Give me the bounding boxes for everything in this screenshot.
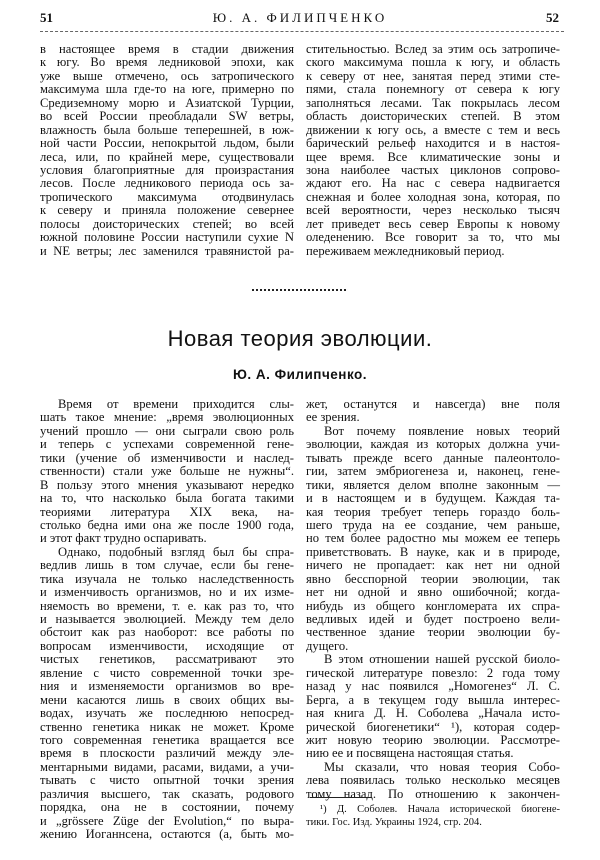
- paragraph: [306, 803, 560, 830]
- paragraph: [40, 546, 294, 842]
- paragraph: [306, 398, 560, 425]
- text-line: влажность была больше теперешней, в юж-: [40, 122, 294, 137]
- text-line: порядка, она не в состоянии, почему: [40, 800, 294, 815]
- footnote: [306, 803, 560, 830]
- text-line: Вот почему появление новых теорий: [324, 423, 560, 438]
- text-line: движении к югу ось, а вместе с тем и весь: [306, 122, 560, 137]
- text-line: ной части России, непокрытой льдом, были: [40, 136, 294, 151]
- page-number-left: 51: [40, 10, 53, 25]
- paragraph: [306, 653, 560, 761]
- page-number-right: 52: [546, 10, 559, 25]
- text-line: стительностью. Вслед за этим ось затропиче-: [306, 42, 560, 56]
- text-line: к северу и приняла положение севернее: [40, 203, 294, 218]
- text-line: и NE ветры; лес заменился травянистой ра-: [40, 243, 294, 258]
- text-line: ная книга Д. Н. Соболева „Начала исто-: [306, 706, 560, 721]
- text-line: жит новую теорию эволюции. Рассмотре-: [306, 732, 560, 747]
- text-line: условия благоприятные для произрастания: [40, 162, 294, 177]
- text-line: ведлив лишь в том случае, если бы гене-: [40, 558, 294, 573]
- text-line: время в плоскости различий между эле-: [40, 746, 294, 761]
- text-line: жению Иоганнсена, остаются (а, быть мо-: [40, 827, 294, 841]
- text-line: тики. Гос. Изд. Украины 1924, стр. 204.: [306, 817, 482, 829]
- text-line: рической биогенетики“ ¹), которая содер-: [306, 719, 560, 734]
- text-line: Однако, подобный взгляд был бы спра-: [58, 544, 294, 559]
- text-line: няемость во времени, т. е. как раз то, что: [40, 598, 294, 613]
- paragraph: [306, 761, 560, 801]
- article-separator: [252, 289, 346, 291]
- text-line: чистых генетиков, рассматривают это: [40, 652, 294, 667]
- text-line: гической литературе повезло: 2 года тому: [306, 665, 560, 680]
- text-line: В пользу этого мнения указывают нередко: [40, 477, 294, 492]
- text-line: всей вероятности, через несколько тысяч: [306, 203, 560, 218]
- text-line: жет, останутся и навсегда) вне поля: [306, 397, 560, 411]
- text-line: ведливых идей и будет построено вели-: [306, 612, 560, 626]
- text-line: дущего.: [306, 638, 349, 653]
- text-line: вопросам изменчивости, исходящие от: [40, 638, 294, 653]
- paragraph: [306, 425, 560, 653]
- article-title: Новая теория эволюции.: [167, 326, 433, 351]
- text-line: обстоит как раз наоборот: все работы по: [40, 625, 294, 640]
- running-head: Ю. А. ФИЛИПЧЕНКО: [212, 10, 388, 25]
- text-line: барический рельеф находится и в настоя-: [306, 136, 560, 151]
- text-line: тывать прежде всего данные палеонтоло-: [306, 450, 560, 465]
- text-line: и „grössere Züge der Evolution,“ по выра-: [40, 813, 294, 828]
- text-line: Время от времени приходится слы-: [58, 397, 294, 411]
- text-line: во всей России преобладали SW ветры,: [40, 109, 294, 124]
- text-line: назад у нас появился „Номогенез“ Л. С.: [306, 679, 560, 694]
- text-line: но тем более радостно мы можем ее теперь: [306, 531, 560, 546]
- text-line: гии, затем эмбриогенеза и, наконец, гене-: [306, 464, 560, 479]
- paragraph: [40, 43, 294, 258]
- text-line: максимума шла где-то на юге, примерно по: [40, 82, 294, 97]
- paragraph: [40, 398, 294, 546]
- text-line: нибудь из общего конгломерата их спра-: [306, 598, 560, 613]
- text-line: приветствовать. В науке, как и в природе,: [306, 544, 560, 559]
- text-line: ственности) стали уже больше не нужны“.: [40, 464, 294, 479]
- text-line: Средиземному морю и Азиатской Турции,: [40, 95, 294, 110]
- text-line: ¹) Д. Соболев. Начала исторической биогене-: [320, 804, 560, 815]
- text-line: ее зрения.: [306, 410, 360, 425]
- text-line: тропического максимума отодвинулась: [40, 189, 294, 204]
- text-line: столько бедна ими она же после 1900 года,: [40, 517, 294, 532]
- text-line: щее время. Все климатические зоны и: [306, 149, 560, 164]
- text-line: эволюции, каждая из которых должна учи-: [306, 437, 560, 452]
- footnote-rule: [310, 797, 372, 798]
- text-line: и теперь с успехами современной гене-: [40, 437, 294, 452]
- text-line: уже выше отмечено, ось затропического: [40, 68, 294, 83]
- paragraph: [306, 43, 560, 258]
- text-line: шего труда на ее создание, чем раньше,: [306, 517, 560, 532]
- text-line: нию ее и посвящена настоящая статья.: [306, 746, 514, 761]
- text-line: явление с чисто современной точки зре-: [40, 665, 294, 680]
- text-line: ничего не пропадает: как нет ни одной: [306, 558, 560, 573]
- previous-article-column-left: [40, 43, 294, 258]
- text-line: южной половине России наступили сухие N: [40, 230, 294, 245]
- text-line: тики, является делом вполне законным —: [306, 477, 560, 492]
- text-line: Мы сказали, что новая теория Собо-: [324, 759, 560, 774]
- text-line: и этот факт трудно оспаривать.: [40, 531, 207, 546]
- text-line: различия высшего, так сказать, родового: [40, 786, 294, 801]
- text-line: к северу от нее, занятая перед этими сте-: [306, 68, 560, 83]
- text-line: В этом отношении нашей русской биоло-: [324, 652, 560, 667]
- text-line: зона наиболее частых циклонов сопрово-: [306, 162, 560, 177]
- text-line: тывать с чисто опытной точки зрения: [40, 773, 294, 788]
- text-line: того современная генетика вращается все: [40, 732, 294, 747]
- text-line: Берга, а в текущем году вышла интерес-: [306, 692, 560, 707]
- text-line: нет ни одной и явно ошибочной; когда-: [306, 585, 560, 600]
- text-line: заполняться лесами. Так покрылась лесом: [306, 95, 560, 110]
- article-author: Ю. А. Филипченко.: [232, 367, 368, 382]
- text-line: на то, что насколько была богата такими: [40, 491, 294, 506]
- text-line: ждают его. На нас с севера надвигается: [306, 176, 560, 191]
- text-line: водах, изучать же последнюю непосред-: [40, 706, 294, 721]
- text-line: оледенению. Все говорит за то, что мы: [306, 230, 560, 245]
- text-line: тика изучала не только наследственность: [40, 571, 294, 586]
- article-column-right: [306, 398, 560, 801]
- text-line: область доисторических степей. В этом: [306, 109, 560, 124]
- text-line: тики (учение об изменчивости и наслед-: [40, 450, 294, 465]
- text-line: учений прошло — они сыграли свою роль: [40, 423, 294, 438]
- text-line: мени касаются лишь в своих общих вы-: [40, 692, 294, 707]
- text-line: кая теория требует теперь гораздо боль-: [306, 504, 560, 519]
- text-line: шать такое мнение: „время эволюционных: [40, 410, 294, 425]
- previous-article-column-right: [306, 43, 560, 258]
- text-line: снежная и более холодная зона, которая, по: [306, 189, 560, 204]
- text-line: полосы доисторических степей; во всей: [40, 216, 294, 231]
- text-line: переживаем межледниковый период.: [306, 243, 505, 258]
- text-line: и в настоящем и в будущем. Каждая та-: [306, 491, 560, 506]
- text-line: к югу. Во время ледниковой эпохи, как: [40, 55, 294, 70]
- text-line: ственно генетика никак не может. Кроме: [40, 719, 294, 734]
- text-line: ского максимума пошла к югу, и область: [306, 55, 560, 70]
- text-line: лет приведет весь север Европы к новому: [306, 216, 560, 231]
- text-line: ния и изменяемости организмов во вре-: [40, 679, 294, 694]
- text-line: леса, или, по крайней мере, существовали: [40, 149, 294, 164]
- article-column-left: [40, 398, 294, 841]
- text-line: ментарными видами, расами, видами, а учи-: [40, 759, 294, 774]
- text-line: теориями литература XIX века, на-: [40, 504, 294, 519]
- text-line: лесов. После ледникового периода ось за-: [40, 176, 294, 191]
- text-line: тому назад. По отношению к закончен-: [306, 786, 560, 801]
- text-line: явно бесспорной теории эволюции, так: [306, 571, 560, 586]
- header-rule: [40, 31, 564, 32]
- text-line: в настоящее время в стадии движения: [40, 42, 294, 56]
- text-line: и изменчивость организмов, но и их изме-: [40, 585, 294, 600]
- text-line: чественное здание теории эволюции бу-: [306, 625, 560, 640]
- text-line: лева появилась только несколько месяцев: [306, 773, 560, 788]
- text-line: пями, стала понемногу от севера к югу: [306, 82, 560, 97]
- text-line: и называется эволюцией. Между тем дело: [40, 612, 294, 626]
